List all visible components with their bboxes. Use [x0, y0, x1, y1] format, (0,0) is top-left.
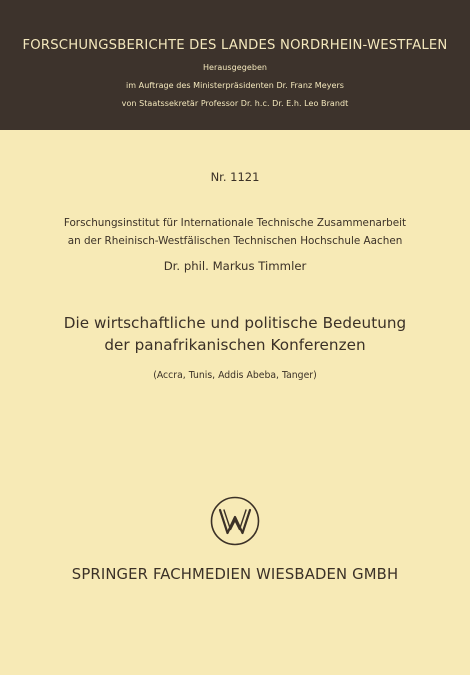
commissioning-credit: im Auftrage des Ministerpräsidenten Dr. Franz Meyers: [125, 81, 345, 90]
editor-credit: von Staatssekretär Professor Dr. h.c. Dr. E.h. Leo Brandt: [121, 99, 349, 108]
editor-label: Herausgegeben: [202, 63, 268, 72]
book-title-line-1: Die wirtschaftliche und politische Bedeutung: [63, 314, 407, 332]
publisher-name: SPRINGER FACHMEDIEN WIESBADEN GMBH: [71, 566, 399, 583]
institute-line-2: an der Rheinisch-Westfälischen Technischen Hochschule Aachen: [67, 235, 403, 247]
institute-line-1: Forschungsinstitut für Internationale Technische Zusammenarbeit: [63, 217, 407, 229]
springer-vs-logo-icon: [209, 495, 261, 547]
series-title: FORSCHUNGSBERICHTE DES LANDES NORDRHEIN-WESTFALEN: [22, 38, 448, 53]
book-title-line-2: der panafrikanischen Konferenzen: [104, 336, 366, 354]
author-name: Dr. phil. Markus Timmler: [163, 259, 307, 273]
series-number: Nr. 1121: [210, 170, 260, 184]
book-subtitle: (Accra, Tunis, Addis Abeba, Tanger): [153, 370, 317, 381]
series-header-band: [0, 0, 470, 130]
